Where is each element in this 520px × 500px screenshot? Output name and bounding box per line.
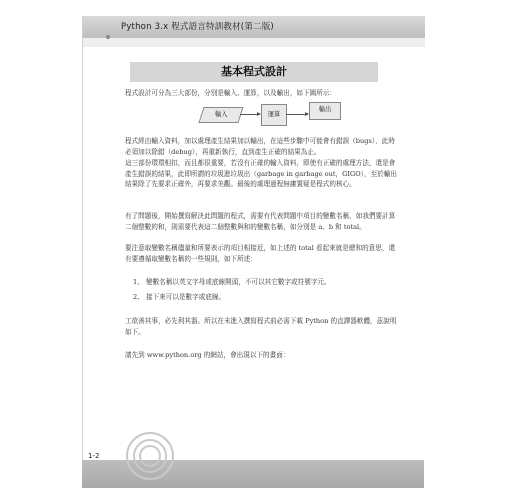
rule-text: 變數名稱以英文字母或底線開頭，不可以其它數字或符號字元。 [146, 278, 331, 286]
arrow-right-icon [240, 114, 260, 115]
decorative-circles-icon [126, 432, 176, 482]
flow-input-shape [198, 107, 243, 123]
rule-text: 接下來可以是數字或底線。 [146, 293, 226, 301]
header-strip [83, 38, 425, 47]
paragraph-2: 這三部份環環相扣，而且都很重要，若沒有正確的輸入資料，即使有正確的處理方法，還是會產生錯誤的結果，此即所謂的垃圾進垃圾出（garbage in garbage out，GIGO），至於輸出結果除了先要求正確外，再要求美觀。最後的處理過程無庸置疑是程式的核心。 [125, 159, 397, 188]
running-header-title: Python 3.x 程式語言特訓教材(第二版) [121, 22, 274, 32]
paragraph-6: 請先到 www.python.org 的網站，會出現以下的畫面： [125, 351, 290, 359]
bullet-dot-icon [106, 35, 110, 39]
page-number: 1-2 [88, 452, 100, 460]
paragraph-3: 有了問題後，開始撰寫解決此問題的程式，需要有代表問題中項目的變數名稱，如我們要計算二個整數的和，則需要代表這二個整數與和的變數名稱，如分別是 a、b 和 total。 [125, 212, 396, 231]
intro-paragraph: 程式設計可分為三大部份，分別是輸入、運算，以及輸出，如下圖所示： [125, 89, 336, 97]
paragraph-4: 要注意取變數名稱儘量和所要表示的項目相接近，如上述的 total 看起來就是總和的意思，還有要遵循取變數名稱的一些規則，如下所述： [125, 244, 396, 263]
rule-number: 2、 [133, 293, 144, 301]
flow-output-shape: 輸出 [309, 102, 341, 120]
rule-item-1 [133, 277, 400, 288]
paragraph-5: 工欲善其事，必先利其器。所以在未進入撰寫程式前必需下載 Python 的直譯器軟體，茲說明如下。 [125, 317, 397, 336]
flow-process-shape: 運算 [261, 104, 287, 126]
chapter-heading: 基本程式設計 [130, 62, 378, 82]
rule-item-2 [133, 292, 400, 303]
flow-input-label: 輸入 [214, 111, 228, 118]
rule-number: 1、 [133, 278, 144, 286]
arrow-right-icon [286, 114, 308, 115]
paragraph-1: 程式經由輸入資料，加以處理產生結果加以輸出，在這些步驟中可能會有錯誤（bugs），此時必須加以除錯（debug），再重新執行，直到產生正確的結果為止。 [125, 137, 395, 156]
flow-diagram [201, 100, 361, 130]
